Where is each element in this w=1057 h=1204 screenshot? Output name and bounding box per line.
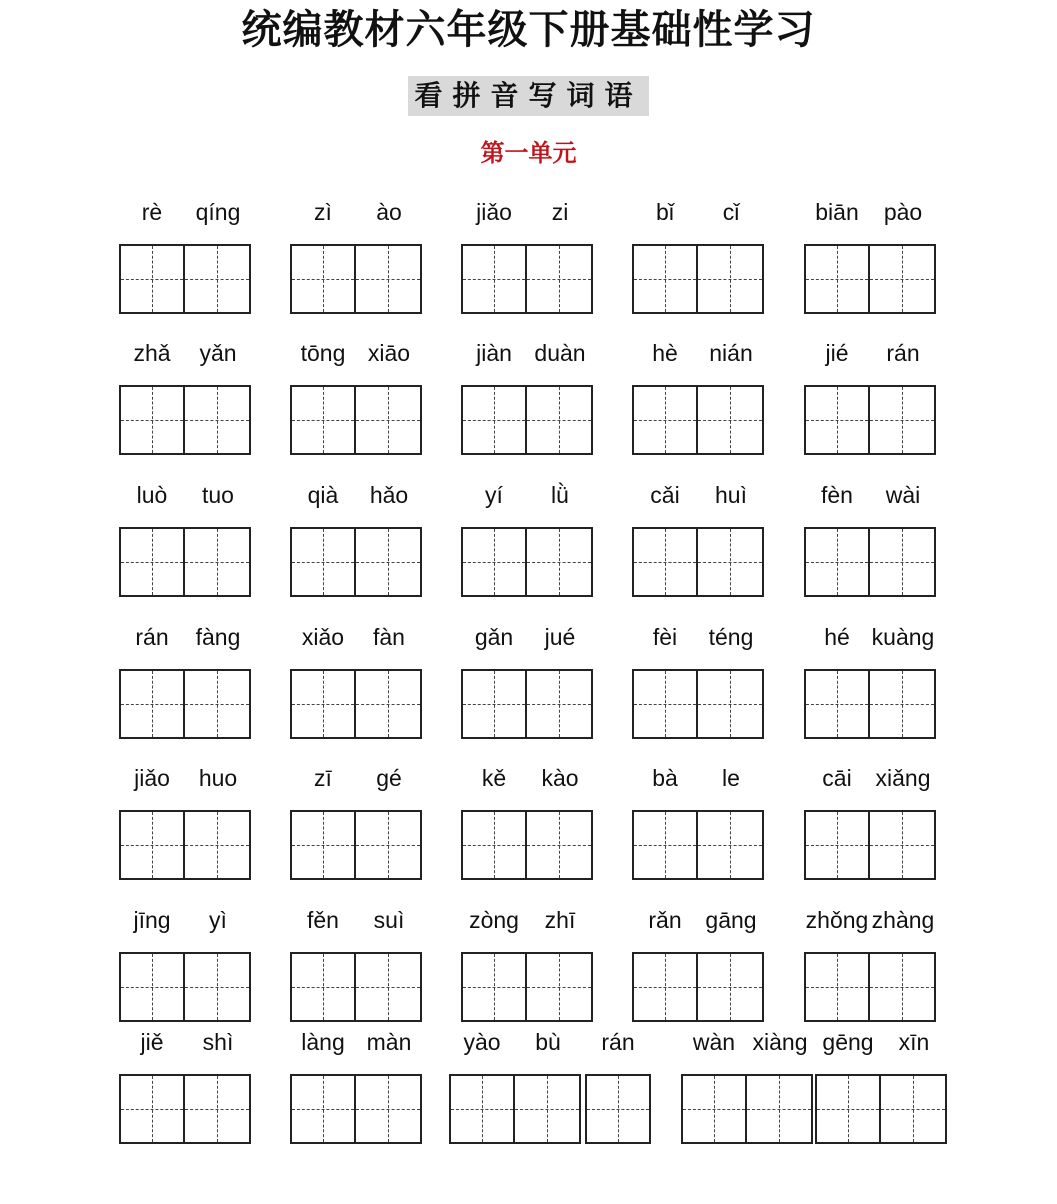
pinyin-syllable: rán: [886, 340, 920, 366]
character-box[interactable]: [634, 387, 698, 453]
word-writing-box[interactable]: [804, 952, 936, 1022]
pinyin-syllable: kuàng: [871, 624, 935, 650]
character-box[interactable]: [121, 387, 185, 453]
pinyin-syllable: rè: [141, 199, 163, 225]
word-writing-box[interactable]: [461, 810, 593, 880]
word-writing-box[interactable]: [119, 952, 251, 1022]
pinyin-syllable: gǎn: [474, 624, 514, 650]
pinyin-syllable: wàn: [692, 1029, 736, 1055]
character-box[interactable]: [698, 246, 762, 312]
character-box[interactable]: [292, 671, 356, 737]
character-box[interactable]: [292, 529, 356, 595]
pinyin-syllable: hé: [824, 624, 850, 650]
pinyin-syllable: gēng: [822, 1029, 874, 1055]
pinyin-syllable: cāi: [822, 765, 852, 791]
character-box[interactable]: [747, 1076, 811, 1142]
pinyin-syllable: huo: [198, 765, 238, 791]
character-box[interactable]: [121, 671, 185, 737]
character-box[interactable]: [698, 954, 762, 1020]
pinyin-syllable: duàn: [534, 340, 586, 366]
pinyin-syllable: xiāo: [367, 340, 411, 366]
character-box[interactable]: [185, 246, 249, 312]
word-writing-box[interactable]: [290, 952, 422, 1022]
character-box[interactable]: [356, 1076, 420, 1142]
pinyin-syllable: ào: [376, 199, 402, 225]
character-box[interactable]: [698, 812, 762, 878]
character-box[interactable]: [527, 812, 591, 878]
pinyin-syllable: le: [722, 765, 740, 791]
pinyin-syllable: zhàng: [871, 907, 935, 933]
pinyin-syllable: shì: [202, 1029, 234, 1055]
character-box[interactable]: [121, 246, 185, 312]
pinyin-syllable: téng: [708, 624, 754, 650]
word-writing-box[interactable]: [119, 385, 251, 455]
character-box[interactable]: [356, 246, 420, 312]
pinyin-syllable: gé: [376, 765, 402, 791]
character-box[interactable]: [806, 529, 870, 595]
character-box[interactable]: [356, 954, 420, 1020]
character-box[interactable]: [634, 671, 698, 737]
pinyin-syllable: xiǎo: [301, 624, 345, 650]
pinyin-syllable: fèn: [821, 482, 853, 508]
pinyin-syllable: hè: [652, 340, 678, 366]
character-box[interactable]: [463, 812, 527, 878]
pinyin-syllable: zī: [314, 765, 332, 791]
pinyin-syllable: gāng: [705, 907, 757, 933]
word-writing-box[interactable]: [461, 669, 593, 739]
pinyin-syllable: zhǒng: [805, 907, 869, 933]
character-box[interactable]: [634, 954, 698, 1020]
pinyin-syllable: biān: [815, 199, 859, 225]
pinyin-syllable: xiàng: [752, 1029, 808, 1055]
word-writing-box[interactable]: [290, 810, 422, 880]
pinyin-syllable: qíng: [195, 199, 241, 225]
pinyin-syllable: fàn: [373, 624, 405, 650]
word-writing-box[interactable]: [632, 952, 764, 1022]
pinyin-syllable: bà: [652, 765, 678, 791]
character-box[interactable]: [806, 671, 870, 737]
character-box[interactable]: [870, 387, 934, 453]
word-writing-box[interactable]: [804, 810, 936, 880]
character-box[interactable]: [292, 246, 356, 312]
pinyin-syllable: xiǎng: [875, 765, 931, 791]
character-box[interactable]: [356, 529, 420, 595]
character-box[interactable]: [121, 1076, 185, 1142]
word-writing-box[interactable]: [290, 1074, 422, 1144]
word-writing-box[interactable]: [804, 527, 936, 597]
pinyin-syllable: qià: [307, 482, 339, 508]
character-box[interactable]: [881, 1076, 945, 1142]
pinyin-syllable: luò: [136, 482, 168, 508]
pinyin-syllable: cǎi: [650, 482, 680, 508]
character-box[interactable]: [698, 529, 762, 595]
character-box[interactable]: [870, 246, 934, 312]
character-box[interactable]: [870, 954, 934, 1020]
character-box[interactable]: [121, 529, 185, 595]
word-writing-box[interactable]: [119, 527, 251, 597]
word-writing-box[interactable]: [632, 385, 764, 455]
character-box[interactable]: [806, 387, 870, 453]
character-box[interactable]: [870, 671, 934, 737]
pinyin-syllable: suì: [373, 907, 405, 933]
character-box[interactable]: [185, 954, 249, 1020]
word-writing-box[interactable]: [461, 244, 593, 314]
pinyin-syllable: jīng: [133, 907, 171, 933]
character-box[interactable]: [806, 954, 870, 1020]
word-writing-box[interactable]: [585, 1074, 651, 1144]
pinyin-syllable: hǎo: [369, 482, 409, 508]
pinyin-syllable: kào: [541, 765, 579, 791]
character-box[interactable]: [634, 246, 698, 312]
pinyin-syllable: rán: [601, 1029, 635, 1055]
pinyin-syllable: yǎn: [199, 340, 237, 366]
character-box[interactable]: [698, 671, 762, 737]
word-writing-box[interactable]: [815, 1074, 947, 1144]
pinyin-syllable: rǎn: [648, 907, 682, 933]
character-box[interactable]: [463, 529, 527, 595]
character-box[interactable]: [634, 812, 698, 878]
character-box[interactable]: [451, 1076, 515, 1142]
word-writing-box[interactable]: [290, 385, 422, 455]
word-writing-box[interactable]: [119, 1074, 251, 1144]
pinyin-syllable: yì: [209, 907, 227, 933]
character-box[interactable]: [817, 1076, 881, 1142]
pinyin-syllable: bǐ: [656, 199, 674, 225]
character-box[interactable]: [185, 529, 249, 595]
pinyin-syllable: làng: [301, 1029, 345, 1055]
character-box[interactable]: [185, 1076, 249, 1142]
word-writing-box[interactable]: [461, 952, 593, 1022]
character-box[interactable]: [463, 387, 527, 453]
pinyin-syllable: zòng: [469, 907, 519, 933]
pinyin-syllable: jiàn: [476, 340, 512, 366]
section-subtitle: 看拼音写词语: [408, 76, 648, 116]
character-box[interactable]: [185, 387, 249, 453]
pinyin-syllable: wài: [885, 482, 921, 508]
character-box[interactable]: [292, 812, 356, 878]
pinyin-syllable: jié: [825, 340, 849, 366]
character-box[interactable]: [634, 529, 698, 595]
pinyin-syllable: yào: [463, 1029, 501, 1055]
word-writing-box[interactable]: [461, 527, 593, 597]
character-box[interactable]: [527, 954, 591, 1020]
character-box[interactable]: [806, 812, 870, 878]
character-box[interactable]: [527, 246, 591, 312]
pinyin-syllable: tuo: [202, 482, 234, 508]
character-box[interactable]: [870, 529, 934, 595]
character-box[interactable]: [463, 246, 527, 312]
word-writing-box[interactable]: [461, 385, 593, 455]
word-writing-box[interactable]: [681, 1074, 813, 1144]
character-box[interactable]: [527, 387, 591, 453]
pinyin-syllable: lǜ: [551, 482, 569, 508]
pinyin-syllable: zi: [551, 199, 569, 225]
word-writing-box[interactable]: [632, 810, 764, 880]
word-writing-box[interactable]: [119, 244, 251, 314]
pinyin-syllable: yí: [485, 482, 503, 508]
pinyin-syllable: cǐ: [722, 199, 740, 225]
pinyin-syllable: jiǎo: [134, 765, 170, 791]
pinyin-syllable: xīn: [898, 1029, 930, 1055]
character-box[interactable]: [527, 529, 591, 595]
character-box[interactable]: [698, 387, 762, 453]
character-box[interactable]: [356, 812, 420, 878]
word-writing-box[interactable]: [804, 244, 936, 314]
pinyin-syllable: jiě: [140, 1029, 164, 1055]
pinyin-syllable: kě: [481, 765, 507, 791]
pinyin-syllable: zhǎ: [133, 340, 171, 366]
pinyin-syllable: fèi: [652, 624, 678, 650]
character-box[interactable]: [683, 1076, 747, 1142]
word-writing-box[interactable]: [804, 385, 936, 455]
pinyin-syllable: fàng: [195, 624, 241, 650]
page-title: 统编教材六年级下册基础性学习: [241, 7, 816, 53]
word-writing-box[interactable]: [804, 669, 936, 739]
character-box[interactable]: [587, 1076, 649, 1142]
character-box[interactable]: [292, 387, 356, 453]
pinyin-syllable: jiǎo: [476, 199, 512, 225]
character-box[interactable]: [185, 671, 249, 737]
character-box[interactable]: [356, 671, 420, 737]
character-box[interactable]: [121, 954, 185, 1020]
word-writing-box[interactable]: [449, 1074, 581, 1144]
pinyin-syllable: fěn: [307, 907, 339, 933]
pinyin-syllable: jué: [544, 624, 576, 650]
pinyin-syllable: bù: [535, 1029, 561, 1055]
character-box[interactable]: [463, 954, 527, 1020]
character-box[interactable]: [870, 812, 934, 878]
character-box[interactable]: [121, 812, 185, 878]
word-writing-box[interactable]: [632, 527, 764, 597]
character-box[interactable]: [527, 671, 591, 737]
pinyin-syllable: rán: [135, 624, 169, 650]
word-writing-box[interactable]: [290, 244, 422, 314]
character-box[interactable]: [515, 1076, 579, 1142]
word-writing-box[interactable]: [119, 669, 251, 739]
character-box[interactable]: [292, 1076, 356, 1142]
word-writing-box[interactable]: [290, 669, 422, 739]
word-writing-box[interactable]: [290, 527, 422, 597]
pinyin-syllable: màn: [366, 1029, 412, 1055]
pinyin-syllable: pào: [883, 199, 923, 225]
pinyin-syllable: zhī: [544, 907, 576, 933]
character-box[interactable]: [463, 671, 527, 737]
pinyin-syllable: zì: [314, 199, 332, 225]
unit-heading: 第一单元: [480, 139, 577, 167]
word-writing-box[interactable]: [632, 244, 764, 314]
pinyin-syllable: huì: [715, 482, 747, 508]
word-writing-box[interactable]: [632, 669, 764, 739]
pinyin-syllable: nián: [709, 340, 753, 366]
character-box[interactable]: [356, 387, 420, 453]
word-writing-box[interactable]: [119, 810, 251, 880]
character-box[interactable]: [292, 954, 356, 1020]
character-box[interactable]: [185, 812, 249, 878]
character-box[interactable]: [806, 246, 870, 312]
pinyin-syllable: tōng: [300, 340, 346, 366]
